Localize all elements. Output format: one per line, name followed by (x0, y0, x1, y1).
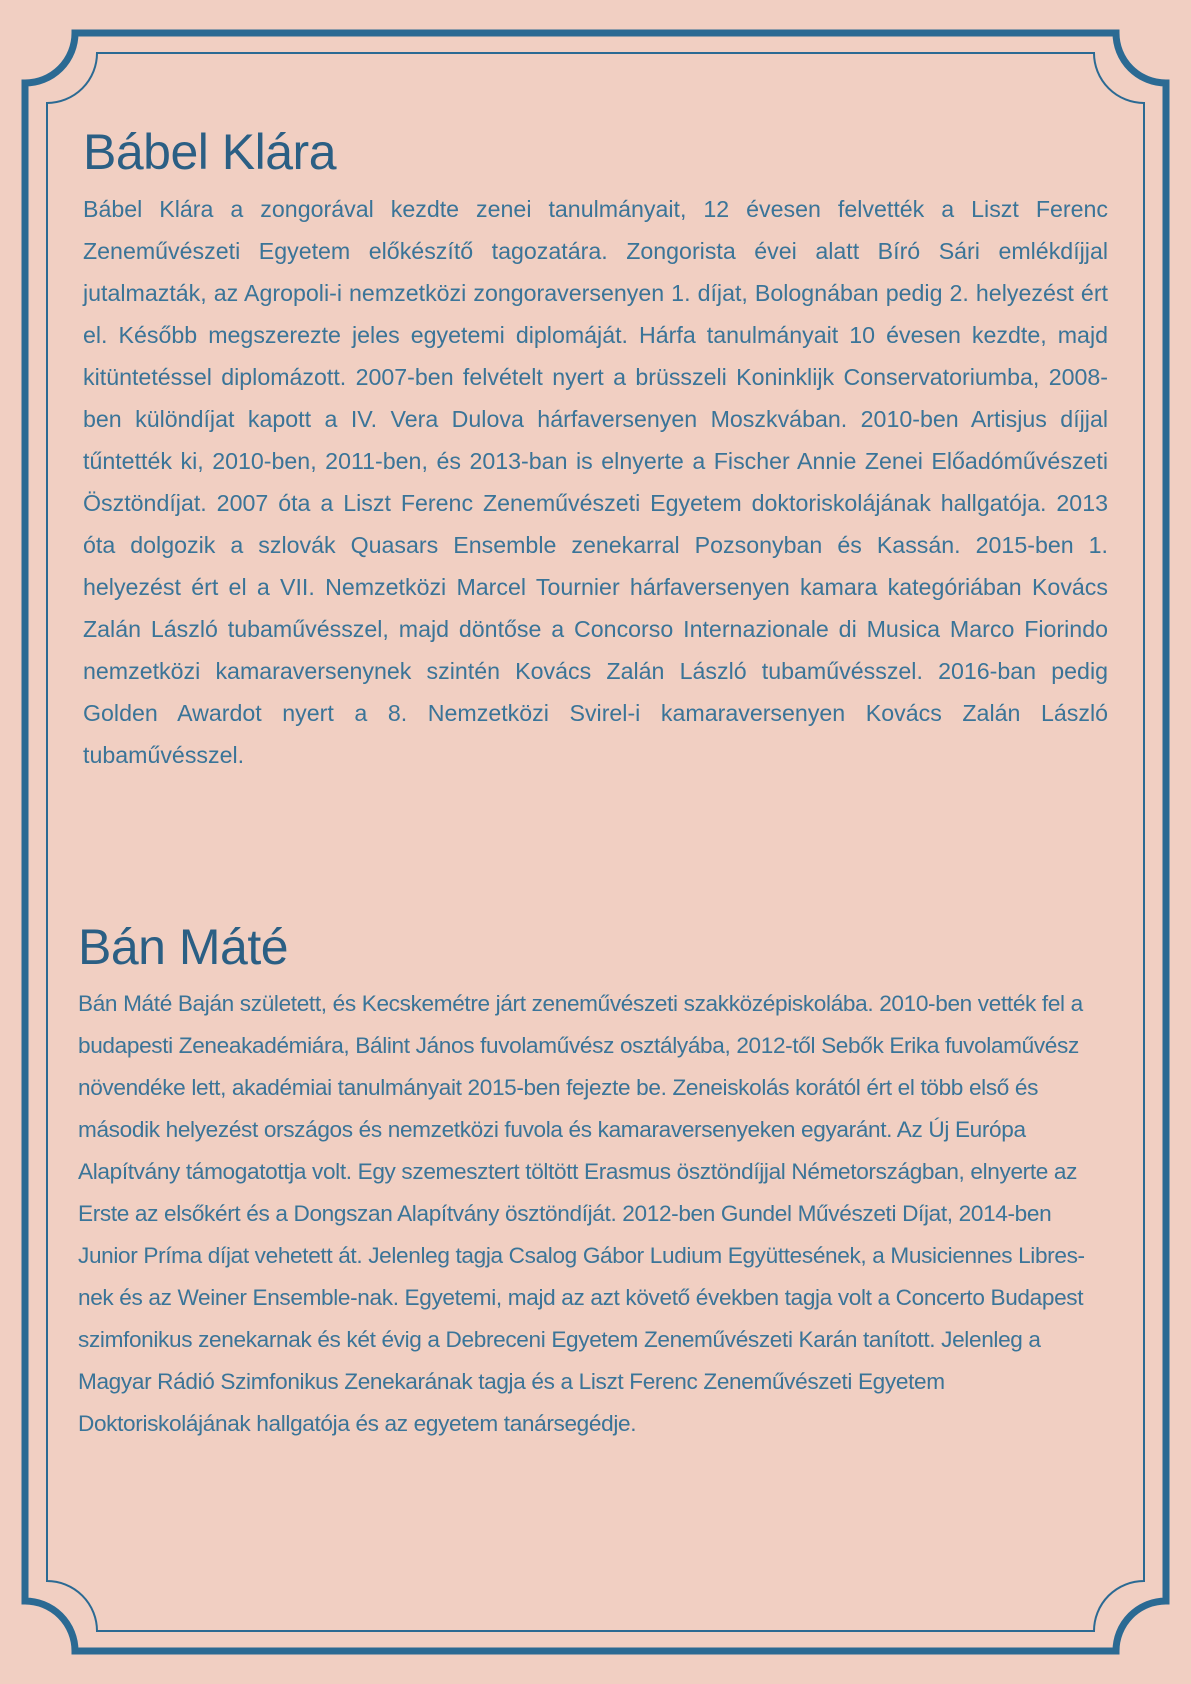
section-bio: Bán Máté Baján született, és Kecskemétre járt zeneművészeti szakközépiskolába. 2010-ben vették fel a budapesti Zeneakadémiára, Bálint János fuvolaművész osztályába, 2012-től Sebők Erika fuvolaművész növendéke lett, akadémiai tanulmányait 2015-ben fejezte be. Zeneiskolás korától ért el több első és második helyezést országos és nemzetközi fuvola és kamaraversenyeken egyaránt. Az Új Európa Alapítvány támogatottja volt. Egy szemesztert töltött Erasmus ösztöndíjjal Németországban, elnyerte az Erste az elsőkért és a Dongszan Alapítvány ösztöndíját. 2012-ben Gundel Művészeti Díjat, 2014-ben Junior Príma díjat vehetett át. Jelenleg tagja Csalog Gábor Ludium Együttesének, a Musiciennes Libres-nek és az Weiner Ensemble-nak. Egyetemi, majd az azt követő években tagja volt a Concerto Budapest szimfonikus zenekarnak és két évig a Debreceni Egyetem Zeneművészeti Karán tanított. Jelenleg a Magyar Rádió Szimfonikus Zenekarának tagja és a Liszt Ferenc Zeneművészeti Egyetem Doktoriskolájának hallgatója és az egyetem tanársegédje. (78, 991, 1085, 1436)
bio-section-babel-klara (83, 125, 1108, 776)
section-bio: Bábel Klára a zongorával kezdte zenei tanulmányait, 12 évesen felvették a Liszt Ferenc Zeneművészeti Egyetem előkészítő tagozatára. Zongorista évei alatt Bíró Sári emlékdíjjal jutalmazták, az Agropoli-i nemzetközi zongoraversenyen 1. díjat, Bolognában pedig 2. helyezést ért el. Később megszerezte jeles egyetemi diplomáját. Hárfa tanulmányait 10 évesen kezdte, majd kitüntetéssel diplomázott. 2007-ben felvételt nyert a brüsszeli Koninklijk Conservatoriumba, 2008-ben különdíjat kapott a IV. Vera Dulova hárfaversenyen Moszkvában. 2010-ben Artisjus díjjal tűntették ki, 2010-ben, 2011-ben, és 2013-ban is elnyerte a Fischer Annie Zenei Előadóművészeti Ösztöndíjat. 2007 óta a Liszt Ferenc Zeneművészeti Egyetem doktoriskolájának hallgatója. 2013 óta dolgozik a szlovák Quasars Ensemble zenekarral Pozsonyban és Kassán. 2015-ben 1. helyezést ért el a VII. Nemzetközi Marcel Tournier hárfaversenyen kamara kategóriában Kovács Zalán László tubaművésszel, majd döntőse a Concorso Internazionale di Musica Marco Fiorindo nemzetközi kamaraversenynek szintén Kovács Zalán László tubaművésszel. 2016-ban pedig Golden Awardot nyert a 8. Nemzetközi Svirel-i kamaraversenyen Kovács Zalán László tubaművésszel. (83, 196, 1108, 768)
section-title: Bábel Klára (83, 124, 336, 180)
section-title: Bán Máté (78, 919, 289, 975)
bio-section-ban-mate (78, 920, 1108, 1445)
